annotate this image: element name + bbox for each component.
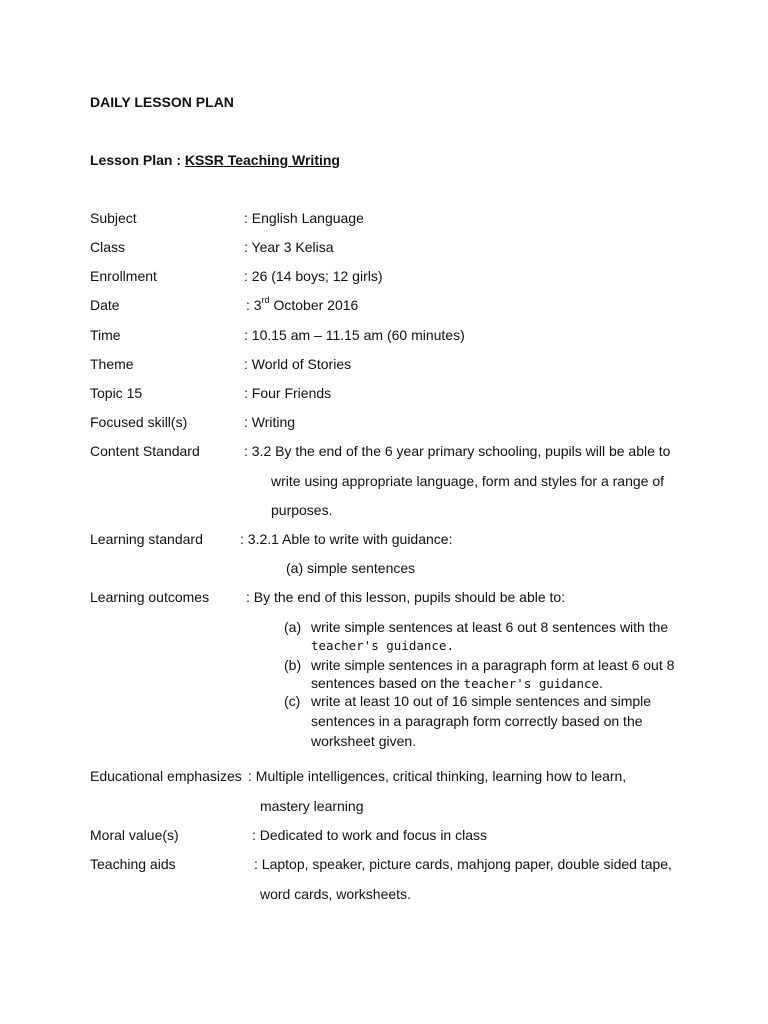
learning-standard-label: Learning standard	[90, 531, 203, 547]
learning-standard-line: : 3.2.1 Able to write with guidance:	[240, 531, 453, 547]
lesson-plan-value: KSSR Teaching Writing	[184, 152, 340, 168]
educational-emphasizes-line: mastery learning	[260, 798, 364, 814]
educational-emphasizes-line: : Multiple intelligences, critical thinking, learning how to learn,	[248, 768, 627, 784]
outcome-text	[311, 674, 603, 693]
theme-value: : World of Stories	[244, 356, 352, 372]
content-standard-line: purposes.	[271, 502, 333, 518]
learning-outcomes-intro: : By the end of this lesson, pupils should be able to:	[246, 589, 566, 605]
topic-label: Topic 15	[90, 385, 143, 401]
outcome-marker: (b)	[284, 657, 302, 673]
date-ordinal: rd	[261, 295, 270, 306]
date-rest: October 2016	[269, 297, 359, 313]
document-title: DAILY LESSON PLAN	[90, 94, 234, 110]
teaching-aids-line: : Laptop, speaker, picture cards, mahjong paper, double sided tape,	[254, 856, 672, 872]
class-label: Class	[90, 239, 126, 255]
learning-outcomes-label: Learning outcomes	[90, 589, 210, 605]
outcome-text-part: sentences based on the	[311, 675, 464, 691]
moral-values-value: : Dedicated to work and focus in class	[252, 827, 488, 843]
theme-label: Theme	[90, 356, 134, 372]
learning-standard-line: (a) simple sentences	[286, 560, 416, 576]
enrollment-value: : 26 (14 boys; 12 girls)	[244, 268, 383, 284]
class-value: : Year 3 Kelisa	[244, 239, 334, 255]
outcome-marker: (c)	[284, 693, 301, 709]
time-value: : 10.15 am – 11.15 am (60 minutes)	[244, 327, 465, 343]
teaching-aids-line: word cards, worksheets.	[260, 886, 411, 902]
educational-emphasizes-label: Educational emphasizes	[90, 768, 242, 784]
moral-values-label: Moral value(s)	[90, 827, 179, 843]
focused-skill-label: Focused skill(s)	[90, 414, 188, 430]
lesson-plan-line	[90, 151, 340, 169]
lesson-plan-label: Lesson Plan :	[90, 152, 185, 168]
outcome-text-part: .	[599, 675, 603, 691]
outcome-marker: (a)	[284, 619, 302, 635]
subject-label: Subject	[90, 210, 137, 226]
outcome-text: write simple sentences in a paragraph form at least 6 out 8	[311, 657, 675, 673]
outcome-text-part: teacher's guidance	[463, 676, 600, 691]
outcome-text: teacher's guidance.	[311, 638, 454, 653]
teaching-aids-label: Teaching aids	[90, 856, 176, 872]
focused-skill-value: : Writing	[244, 414, 296, 430]
date-value	[246, 296, 358, 314]
subject-value: : English Language	[244, 210, 364, 226]
date-prefix: : 3	[246, 297, 262, 313]
outcome-text: write at least 10 out of 16 simple sentences and simple	[311, 693, 652, 709]
date-label: Date	[90, 297, 120, 313]
content-standard-label: Content Standard	[90, 443, 200, 459]
content-standard-line: : 3.2 By the end of the 6 year primary schooling, pupils will be able to	[244, 443, 671, 459]
time-label: Time	[90, 327, 121, 343]
topic-value: : Four Friends	[244, 385, 332, 401]
outcome-text: write simple sentences at least 6 out 8 sentences with the	[311, 619, 669, 635]
outcome-text: worksheet given.	[311, 733, 417, 749]
enrollment-label: Enrollment	[90, 268, 157, 284]
content-standard-line: write using appropriate language, form and styles for a range of	[271, 473, 665, 489]
outcome-text: sentences in a paragraph form correctly based on the	[311, 713, 643, 729]
